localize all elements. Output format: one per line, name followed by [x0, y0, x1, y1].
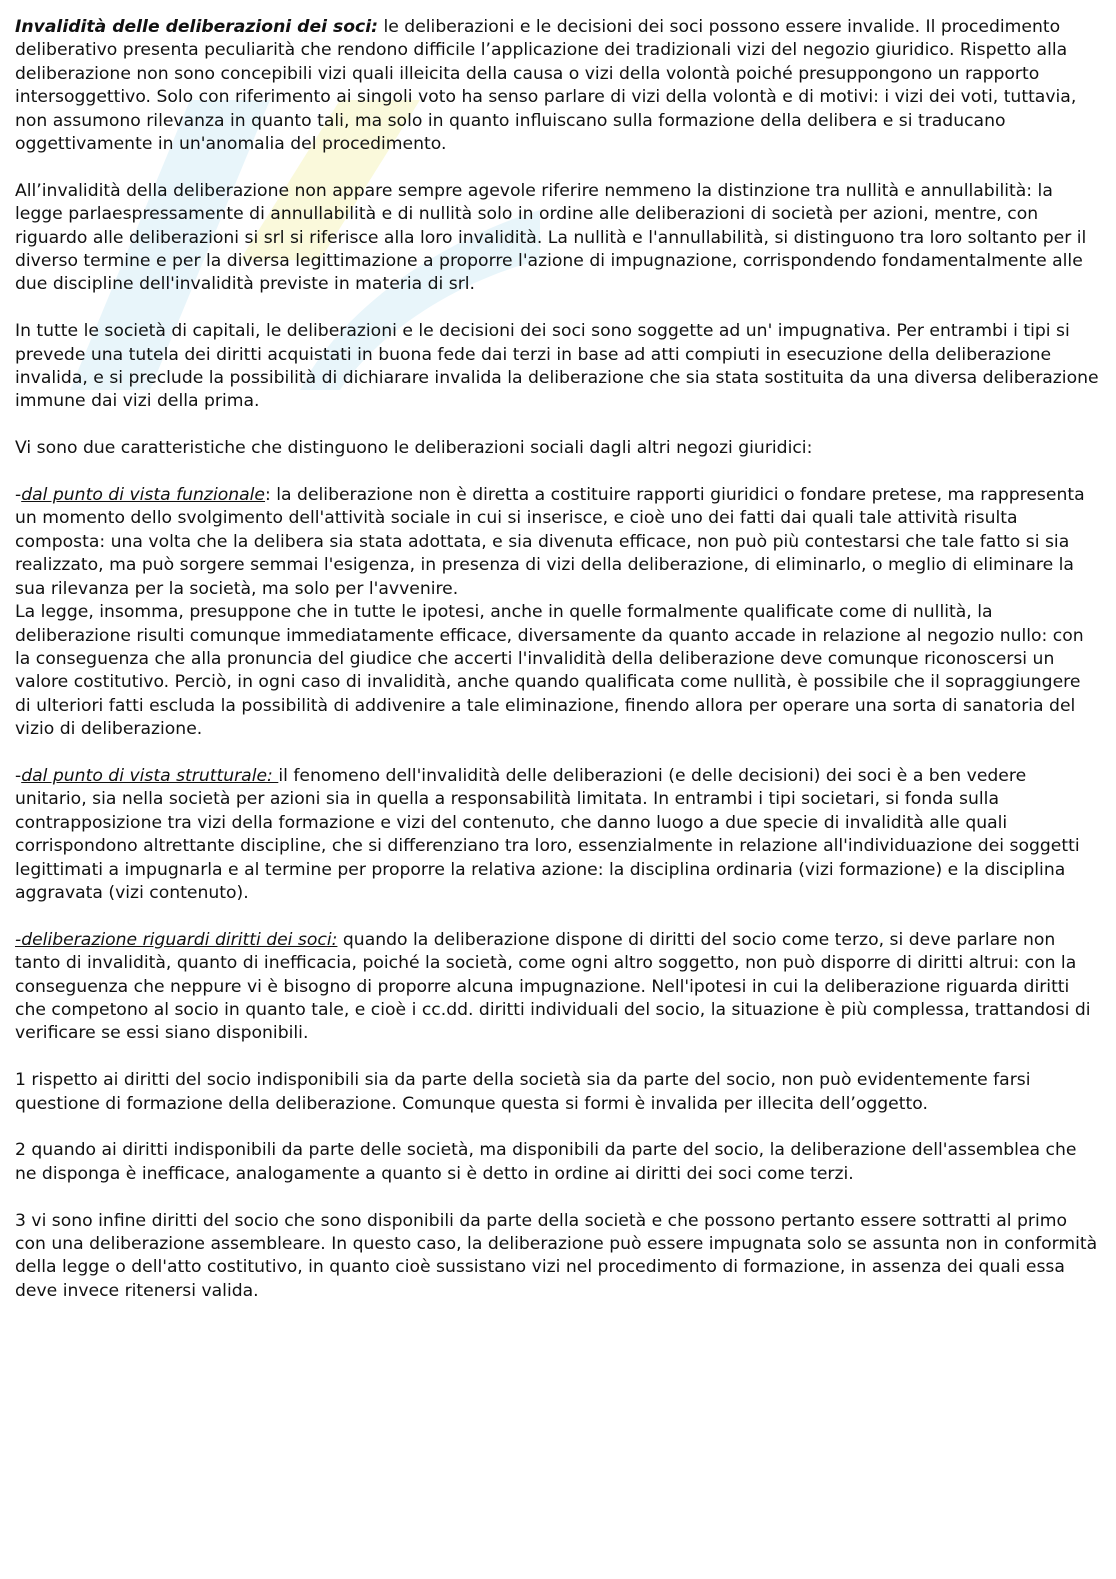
subheading-diritti-soci: -deliberazione riguardi diritti dei soci: [15, 929, 338, 950]
paragraph-text: 2 quando ai diritti indisponibili da parte delle società, ma disponibili da parte del socio, la deliberazione dell'assemblea che ne disponga è inefficace, analogamente a quanto si è detto in ordine ai diritti dei soci come terzi. [15, 1140, 1077, 1184]
paragraph-text-continued: La legge, insomma, presuppone che in tutte le ipotesi, anche in quelle formalmente qualificate come di nullità, la deliberazione risulti comunque immediatamente efficace, diversamente da quanto accade in relazione al negozio nullo: con la conseguenza che alla pronuncia del giudice che accerti l'invalidità della deliberazione deve comunque riconoscersi un valore costitutivo. Perciò, in ogni caso di invalidità, anche quando qualificata come nullità, è possibile che il sopraggiungere di ulteriori fatti escluda la possibilità di addivenire a tale eliminazione, finendo allora per operare una sorta di sanatoria del vizio di deliberazione. [15, 602, 1084, 740]
paragraph-diritti-soci [15, 929, 1101, 1046]
paragraph-punto-1 [15, 1069, 1101, 1116]
paragraph-funzionale [15, 484, 1101, 741]
paragraph-text: 3 vi sono infine diritti del socio che sono disponibili da parte della società e che possono pertanto essere sottratti al primo con una deliberazione assembleare. In questo caso, la deliberazione può essere impugnata solo se assunta non in conformità della legge o dell'atto costitutivo, in quanto cioè sussistano vizi nel procedimento di formazione, in assenza dei quali essa deve invece ritenersi valida. [15, 1210, 1098, 1301]
paragraph-caratteristiche [15, 437, 1101, 460]
subheading-funzionale: dal punto di vista funzionale [21, 485, 266, 506]
list-dash: - [15, 485, 22, 506]
paragraph-text: All’invalidità della deliberazione non appare sempre agevole riferire nemmeno la distinzione tra nullità e annullabilità: la legge parlaespressamente di annullabilità e di nullità solo in ordine alle deliberazioni di società per azioni, mentre, con riguardo alle deliberazioni si srl si riferisce alla loro invalidità. La nullità e l'annullabilità, si distinguono tra loro soltanto per il diverso termine e per la diversa legittimazione a proporre l'azione di impugnazione, corrispondendo fondamentalmente alle due discipline dell'invalidità previste in materia di srl. [15, 180, 1087, 295]
paragraph-text: In tutte le società di capitali, le deliberazioni e le decisioni dei soci sono soggette ad un' impugnativa. Per entrambi i tipi si prevede una tutela dei diritti acquistati in buona fede dai terzi in base ad atti compiuti in esecuzione della deliberazione invalida, e si preclude la possibilità di dichiarare invalida la deliberazione che sia stata sostituita da una diversa deliberazione immune dai vizi della prima. [15, 321, 1099, 412]
paragraph-text: Vi sono due caratteristiche che distinguono le deliberazioni sociali dagli altri negozi giuridici: [15, 438, 813, 459]
paragraph-punto-3 [15, 1210, 1101, 1304]
paragraph-text: quando la deliberazione dispone di diritti del socio come terzo, si deve parlare non tanto di invalidità, quanto di inefficacia, poiché la società, come ogni altro soggetto, non può disporre di diritti altrui: con la conseguenza che neppure vi è bisogno di proporre alcuna impugnazione. Nell'ipotesi in cui la deliberazione riguarda diritti che competono al socio in quanto tale, e cioè i cc.dd. diritti individuali del socio, la situazione è più complessa, trattandosi di verificare se essi siano disponibili. [15, 929, 1091, 1044]
paragraph-text: 1 rispetto ai diritti del socio indisponibili sia da parte della società sia da parte del socio, non può evidentemente farsi questione di formazione della deliberazione. Comunque questa si formi è invalida per illecita dell’oggetto. [15, 1070, 1031, 1114]
paragraph-punto-2 [15, 1139, 1101, 1186]
document-page [15, 16, 1101, 1327]
paragraph-text: il fenomeno dell'invalidità delle deliberazioni (e delle decisioni) dei soci è a ben vedere unitario, sia nella società per azioni sia in quella a responsabilità limitata. In entrambi i tipi societari, si fonda sulla contrapposizione tra vizi della formazione e vizi del contenuto, che danno luogo a due specie di invalidità alle quali corrispondono altrettante discipline, che si differenziano tra loro, essenzialmente in relazione all'individuazione dei soggetti legittimati a impugnarla e al termine per proporre la relativa azione: la disciplina ordinaria (vizi formazione) e la disciplina aggravata (vizi contenuto). [15, 765, 1080, 903]
paragraph-text: : la deliberazione non è diretta a costituire rapporti giuridici o fondare pretese, ma rappresenta un momento dello svolgimento dell'attività sociale in cui si inserisce, e cioè uno dei fatti dai quali tale attività risulta composta: una volta che la delibera sia stata adottata, e sia divenuta efficace, non può più contestarsi che tale fatto si sia realizzato, ma può sorgere semmai l'esigenza, in presenza di vizi della deliberazione, di eliminarlo, o meglio di eliminare la sua rilevanza per la società, ma solo per l'avvenire. [15, 485, 1085, 599]
list-dash: - [15, 765, 22, 786]
paragraph-intro [15, 16, 1101, 156]
heading-invalidita: Invalidità delle deliberazioni dei soci: [15, 17, 379, 37]
subheading-strutturale: dal punto di vista strutturale: [21, 765, 279, 786]
paragraph-text: le deliberazioni e le decisioni dei soci possono essere invalide. Il procedimento deliberativo presenta peculiarità che rendono difficile l’applicazione dei tradizionali vizi del negozio giuridico. Rispetto alla deliberazione non sono concepibili vizi quali illeicita della causa o vizi della volontà poiché presuppongono un rapporto intersoggettivo. Solo con riferimento ai singoli voto ha senso parlare di vizi della volontà e di motivi: i vizi dei voti, tuttavia, non assumono rilevanza in quanto tali, ma solo in quanto influiscano sulla formazione della delibera e si traducano oggettivamente in un'anomalia del procedimento. [15, 17, 1077, 155]
paragraph-impugnativa [15, 320, 1101, 414]
paragraph-strutturale [15, 765, 1101, 905]
paragraph-nullita [15, 180, 1101, 297]
